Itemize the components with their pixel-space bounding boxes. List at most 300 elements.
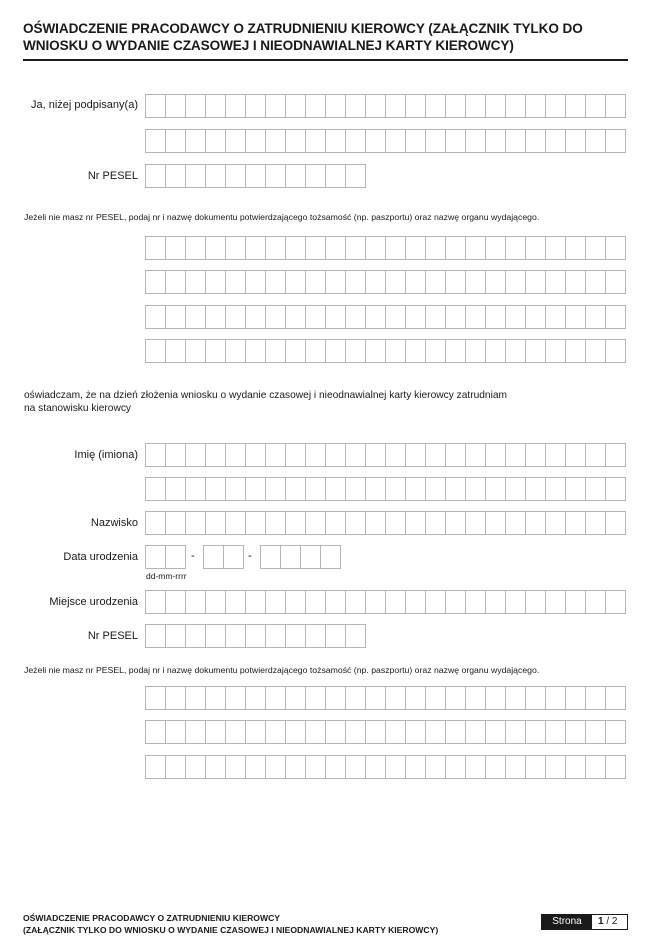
char-box[interactable] xyxy=(205,755,226,779)
char-box[interactable] xyxy=(425,686,446,710)
char-box[interactable] xyxy=(365,443,386,467)
char-box[interactable] xyxy=(365,511,386,535)
char-box[interactable] xyxy=(525,590,546,614)
char-box[interactable] xyxy=(345,305,366,329)
char-box[interactable] xyxy=(225,443,246,467)
char-box[interactable] xyxy=(185,511,206,535)
char-box[interactable] xyxy=(245,624,266,648)
char-box[interactable] xyxy=(465,590,486,614)
char-box[interactable] xyxy=(185,590,206,614)
char-box[interactable] xyxy=(225,305,246,329)
char-box[interactable] xyxy=(145,755,166,779)
char-box[interactable] xyxy=(405,94,426,118)
char-box[interactable] xyxy=(605,755,626,779)
char-box[interactable] xyxy=(585,755,606,779)
char-box[interactable] xyxy=(305,94,326,118)
char-box[interactable] xyxy=(525,755,546,779)
char-box[interactable] xyxy=(525,443,546,467)
char-box[interactable] xyxy=(285,686,306,710)
char-box[interactable] xyxy=(185,755,206,779)
char-box[interactable] xyxy=(225,590,246,614)
char-box[interactable] xyxy=(365,94,386,118)
char-box[interactable] xyxy=(325,94,346,118)
char-box[interactable] xyxy=(245,686,266,710)
char-box[interactable] xyxy=(145,270,166,294)
char-box[interactable] xyxy=(305,164,326,188)
char-box[interactable] xyxy=(265,511,286,535)
char-box[interactable] xyxy=(345,236,366,260)
char-box[interactable] xyxy=(485,339,506,363)
char-box[interactable] xyxy=(405,755,426,779)
char-box[interactable] xyxy=(205,129,226,153)
char-box[interactable] xyxy=(265,755,286,779)
char-box[interactable] xyxy=(565,720,586,744)
char-box[interactable] xyxy=(445,720,466,744)
char-box[interactable] xyxy=(465,270,486,294)
char-box[interactable] xyxy=(325,624,346,648)
char-box[interactable] xyxy=(245,164,266,188)
char-box[interactable] xyxy=(245,305,266,329)
char-box[interactable] xyxy=(445,339,466,363)
char-box[interactable] xyxy=(425,94,446,118)
char-box[interactable] xyxy=(325,720,346,744)
char-box[interactable] xyxy=(325,511,346,535)
char-box[interactable] xyxy=(365,339,386,363)
char-box[interactable] xyxy=(145,443,166,467)
char-box[interactable] xyxy=(605,686,626,710)
char-box[interactable] xyxy=(485,236,506,260)
char-box[interactable] xyxy=(205,443,226,467)
char-box[interactable] xyxy=(265,305,286,329)
char-box[interactable] xyxy=(165,477,186,501)
char-box[interactable] xyxy=(505,755,526,779)
char-box[interactable] xyxy=(305,443,326,467)
char-box[interactable] xyxy=(525,686,546,710)
driver-first-name-field-row2[interactable] xyxy=(145,477,625,501)
char-box[interactable] xyxy=(565,94,586,118)
char-box[interactable] xyxy=(385,511,406,535)
char-box[interactable] xyxy=(465,686,486,710)
char-box[interactable] xyxy=(345,164,366,188)
char-box[interactable] xyxy=(445,305,466,329)
char-box[interactable] xyxy=(285,305,306,329)
char-box[interactable] xyxy=(425,270,446,294)
char-box[interactable] xyxy=(165,339,186,363)
char-box[interactable] xyxy=(465,511,486,535)
employer-pesel-field[interactable] xyxy=(145,164,365,188)
char-box[interactable] xyxy=(365,755,386,779)
char-box[interactable] xyxy=(565,305,586,329)
char-box[interactable] xyxy=(285,270,306,294)
char-box[interactable] xyxy=(525,511,546,535)
char-box[interactable] xyxy=(345,755,366,779)
char-box[interactable] xyxy=(305,755,326,779)
char-box[interactable] xyxy=(385,590,406,614)
char-box[interactable] xyxy=(185,164,206,188)
char-box[interactable] xyxy=(465,477,486,501)
char-box[interactable] xyxy=(525,720,546,744)
char-box[interactable] xyxy=(465,339,486,363)
driver-pesel-field[interactable] xyxy=(145,624,365,648)
char-box[interactable] xyxy=(225,511,246,535)
char-box[interactable] xyxy=(165,545,186,569)
char-box[interactable] xyxy=(485,443,506,467)
char-box[interactable] xyxy=(145,339,166,363)
char-box[interactable] xyxy=(385,129,406,153)
driver-first-name-field-row1[interactable] xyxy=(145,443,625,467)
char-box[interactable] xyxy=(260,545,281,569)
char-box[interactable] xyxy=(325,443,346,467)
char-box[interactable] xyxy=(185,477,206,501)
char-box[interactable] xyxy=(205,590,226,614)
char-box[interactable] xyxy=(345,339,366,363)
driver-birth-month-field[interactable] xyxy=(203,545,243,569)
char-box[interactable] xyxy=(405,236,426,260)
char-box[interactable] xyxy=(505,511,526,535)
employer-name-field-row1[interactable] xyxy=(145,94,625,118)
char-box[interactable] xyxy=(205,305,226,329)
char-box[interactable] xyxy=(305,270,326,294)
char-box[interactable] xyxy=(225,624,246,648)
char-box[interactable] xyxy=(285,755,306,779)
char-box[interactable] xyxy=(165,624,186,648)
char-box[interactable] xyxy=(425,477,446,501)
char-box[interactable] xyxy=(205,236,226,260)
char-box[interactable] xyxy=(165,305,186,329)
char-box[interactable] xyxy=(145,624,166,648)
char-box[interactable] xyxy=(405,720,426,744)
char-box[interactable] xyxy=(465,443,486,467)
char-box[interactable] xyxy=(585,590,606,614)
char-box[interactable] xyxy=(145,236,166,260)
char-box[interactable] xyxy=(165,590,186,614)
char-box[interactable] xyxy=(565,270,586,294)
char-box[interactable] xyxy=(485,305,506,329)
char-box[interactable] xyxy=(545,305,566,329)
char-box[interactable] xyxy=(265,129,286,153)
char-box[interactable] xyxy=(425,755,446,779)
char-box[interactable] xyxy=(485,755,506,779)
char-box[interactable] xyxy=(545,755,566,779)
char-box[interactable] xyxy=(525,477,546,501)
char-box[interactable] xyxy=(545,443,566,467)
char-box[interactable] xyxy=(425,339,446,363)
char-box[interactable] xyxy=(145,129,166,153)
char-box[interactable] xyxy=(165,164,186,188)
char-box[interactable] xyxy=(445,236,466,260)
char-box[interactable] xyxy=(225,477,246,501)
char-box[interactable] xyxy=(185,94,206,118)
char-box[interactable] xyxy=(445,755,466,779)
char-box[interactable] xyxy=(445,129,466,153)
char-box[interactable] xyxy=(545,511,566,535)
char-box[interactable] xyxy=(365,477,386,501)
char-box[interactable] xyxy=(245,755,266,779)
char-box[interactable] xyxy=(205,511,226,535)
char-box[interactable] xyxy=(605,720,626,744)
char-box[interactable] xyxy=(325,477,346,501)
char-box[interactable] xyxy=(225,164,246,188)
char-box[interactable] xyxy=(185,720,206,744)
char-box[interactable] xyxy=(545,270,566,294)
char-box[interactable] xyxy=(165,686,186,710)
char-box[interactable] xyxy=(145,511,166,535)
char-box[interactable] xyxy=(305,236,326,260)
char-box[interactable] xyxy=(205,477,226,501)
char-box[interactable] xyxy=(245,270,266,294)
char-box[interactable] xyxy=(505,305,526,329)
char-box[interactable] xyxy=(205,720,226,744)
char-box[interactable] xyxy=(265,624,286,648)
char-box[interactable] xyxy=(305,590,326,614)
char-box[interactable] xyxy=(385,236,406,260)
char-box[interactable] xyxy=(345,94,366,118)
char-box[interactable] xyxy=(305,720,326,744)
driver-surname-field[interactable] xyxy=(145,511,625,535)
char-box[interactable] xyxy=(245,720,266,744)
char-box[interactable] xyxy=(325,590,346,614)
char-box[interactable] xyxy=(565,129,586,153)
char-box[interactable] xyxy=(545,477,566,501)
char-box[interactable] xyxy=(585,129,606,153)
char-box[interactable] xyxy=(285,590,306,614)
char-box[interactable] xyxy=(365,590,386,614)
char-box[interactable] xyxy=(280,545,301,569)
char-box[interactable] xyxy=(325,164,346,188)
char-box[interactable] xyxy=(605,443,626,467)
char-box[interactable] xyxy=(465,236,486,260)
employer-name-field-row2[interactable] xyxy=(145,129,625,153)
char-box[interactable] xyxy=(265,164,286,188)
char-box[interactable] xyxy=(465,305,486,329)
char-box[interactable] xyxy=(265,270,286,294)
char-box[interactable] xyxy=(345,443,366,467)
char-box[interactable] xyxy=(205,339,226,363)
char-box[interactable] xyxy=(485,477,506,501)
char-box[interactable] xyxy=(145,720,166,744)
char-box[interactable] xyxy=(425,443,446,467)
char-box[interactable] xyxy=(305,305,326,329)
char-box[interactable] xyxy=(165,236,186,260)
char-box[interactable] xyxy=(145,305,166,329)
char-box[interactable] xyxy=(245,511,266,535)
char-box[interactable] xyxy=(145,477,166,501)
char-box[interactable] xyxy=(145,94,166,118)
char-box[interactable] xyxy=(345,590,366,614)
char-box[interactable] xyxy=(225,270,246,294)
char-box[interactable] xyxy=(203,545,224,569)
char-box[interactable] xyxy=(405,590,426,614)
char-box[interactable] xyxy=(605,129,626,153)
char-box[interactable] xyxy=(445,270,466,294)
char-box[interactable] xyxy=(365,686,386,710)
char-box[interactable] xyxy=(265,720,286,744)
char-box[interactable] xyxy=(565,477,586,501)
char-box[interactable] xyxy=(185,624,206,648)
char-box[interactable] xyxy=(165,443,186,467)
char-box[interactable] xyxy=(505,720,526,744)
char-box[interactable] xyxy=(245,590,266,614)
char-box[interactable] xyxy=(545,236,566,260)
char-box[interactable] xyxy=(605,590,626,614)
char-box[interactable] xyxy=(285,720,306,744)
char-box[interactable] xyxy=(405,511,426,535)
char-box[interactable] xyxy=(345,686,366,710)
driver-document-field-row1[interactable] xyxy=(145,686,625,710)
char-box[interactable] xyxy=(205,686,226,710)
char-box[interactable] xyxy=(305,477,326,501)
char-box[interactable] xyxy=(385,94,406,118)
char-box[interactable] xyxy=(165,755,186,779)
driver-document-field-row3[interactable] xyxy=(145,755,625,779)
char-box[interactable] xyxy=(345,624,366,648)
char-box[interactable] xyxy=(405,686,426,710)
char-box[interactable] xyxy=(565,686,586,710)
char-box[interactable] xyxy=(345,129,366,153)
char-box[interactable] xyxy=(245,94,266,118)
char-box[interactable] xyxy=(365,270,386,294)
char-box[interactable] xyxy=(445,94,466,118)
char-box[interactable] xyxy=(485,129,506,153)
char-box[interactable] xyxy=(445,477,466,501)
char-box[interactable] xyxy=(205,624,226,648)
char-box[interactable] xyxy=(245,129,266,153)
char-box[interactable] xyxy=(165,94,186,118)
char-box[interactable] xyxy=(185,270,206,294)
char-box[interactable] xyxy=(605,236,626,260)
char-box[interactable] xyxy=(505,270,526,294)
char-box[interactable] xyxy=(265,686,286,710)
char-box[interactable] xyxy=(365,720,386,744)
char-box[interactable] xyxy=(345,511,366,535)
char-box[interactable] xyxy=(265,94,286,118)
char-box[interactable] xyxy=(565,511,586,535)
char-box[interactable] xyxy=(285,94,306,118)
char-box[interactable] xyxy=(565,443,586,467)
char-box[interactable] xyxy=(465,720,486,744)
char-box[interactable] xyxy=(585,477,606,501)
char-box[interactable] xyxy=(345,270,366,294)
char-box[interactable] xyxy=(505,686,526,710)
char-box[interactable] xyxy=(225,236,246,260)
char-box[interactable] xyxy=(465,94,486,118)
char-box[interactable] xyxy=(505,129,526,153)
char-box[interactable] xyxy=(225,720,246,744)
char-box[interactable] xyxy=(165,270,186,294)
driver-birth-place-field[interactable] xyxy=(145,590,625,614)
char-box[interactable] xyxy=(365,236,386,260)
char-box[interactable] xyxy=(285,624,306,648)
char-box[interactable] xyxy=(165,720,186,744)
employer-document-field-row1[interactable] xyxy=(145,236,625,260)
char-box[interactable] xyxy=(185,305,206,329)
char-box[interactable] xyxy=(285,339,306,363)
char-box[interactable] xyxy=(205,164,226,188)
char-box[interactable] xyxy=(265,477,286,501)
driver-birth-day-field[interactable] xyxy=(145,545,185,569)
char-box[interactable] xyxy=(405,129,426,153)
employer-document-field-row2[interactable] xyxy=(145,270,625,294)
char-box[interactable] xyxy=(405,477,426,501)
char-box[interactable] xyxy=(165,511,186,535)
char-box[interactable] xyxy=(145,686,166,710)
char-box[interactable] xyxy=(385,477,406,501)
char-box[interactable] xyxy=(525,339,546,363)
char-box[interactable] xyxy=(345,477,366,501)
char-box[interactable] xyxy=(325,236,346,260)
char-box[interactable] xyxy=(565,755,586,779)
char-box[interactable] xyxy=(505,590,526,614)
char-box[interactable] xyxy=(425,129,446,153)
char-box[interactable] xyxy=(605,305,626,329)
char-box[interactable] xyxy=(505,94,526,118)
char-box[interactable] xyxy=(385,339,406,363)
char-box[interactable] xyxy=(605,477,626,501)
char-box[interactable] xyxy=(445,686,466,710)
char-box[interactable] xyxy=(485,94,506,118)
char-box[interactable] xyxy=(585,443,606,467)
char-box[interactable] xyxy=(325,129,346,153)
char-box[interactable] xyxy=(185,686,206,710)
char-box[interactable] xyxy=(505,339,526,363)
char-box[interactable] xyxy=(245,236,266,260)
char-box[interactable] xyxy=(265,590,286,614)
char-box[interactable] xyxy=(385,720,406,744)
char-box[interactable] xyxy=(425,590,446,614)
char-box[interactable] xyxy=(585,686,606,710)
char-box[interactable] xyxy=(585,511,606,535)
char-box[interactable] xyxy=(605,339,626,363)
char-box[interactable] xyxy=(385,443,406,467)
char-box[interactable] xyxy=(585,720,606,744)
char-box[interactable] xyxy=(225,755,246,779)
char-box[interactable] xyxy=(305,686,326,710)
char-box[interactable] xyxy=(185,129,206,153)
driver-document-field-row2[interactable] xyxy=(145,720,625,744)
char-box[interactable] xyxy=(605,94,626,118)
char-box[interactable] xyxy=(505,443,526,467)
char-box[interactable] xyxy=(305,339,326,363)
employer-document-field-row3[interactable] xyxy=(145,305,625,329)
char-box[interactable] xyxy=(285,511,306,535)
char-box[interactable] xyxy=(225,129,246,153)
char-box[interactable] xyxy=(425,511,446,535)
char-box[interactable] xyxy=(545,339,566,363)
char-box[interactable] xyxy=(385,305,406,329)
char-box[interactable] xyxy=(405,270,426,294)
char-box[interactable] xyxy=(185,443,206,467)
char-box[interactable] xyxy=(145,164,166,188)
char-box[interactable] xyxy=(405,339,426,363)
char-box[interactable] xyxy=(285,164,306,188)
char-box[interactable] xyxy=(425,236,446,260)
char-box[interactable] xyxy=(285,443,306,467)
char-box[interactable] xyxy=(405,305,426,329)
char-box[interactable] xyxy=(285,129,306,153)
char-box[interactable] xyxy=(525,236,546,260)
char-box[interactable] xyxy=(425,305,446,329)
char-box[interactable] xyxy=(325,755,346,779)
char-box[interactable] xyxy=(545,686,566,710)
char-box[interactable] xyxy=(585,270,606,294)
char-box[interactable] xyxy=(305,129,326,153)
char-box[interactable] xyxy=(505,236,526,260)
char-box[interactable] xyxy=(525,270,546,294)
char-box[interactable] xyxy=(265,443,286,467)
char-box[interactable] xyxy=(165,129,186,153)
char-box[interactable] xyxy=(265,339,286,363)
char-box[interactable] xyxy=(585,339,606,363)
